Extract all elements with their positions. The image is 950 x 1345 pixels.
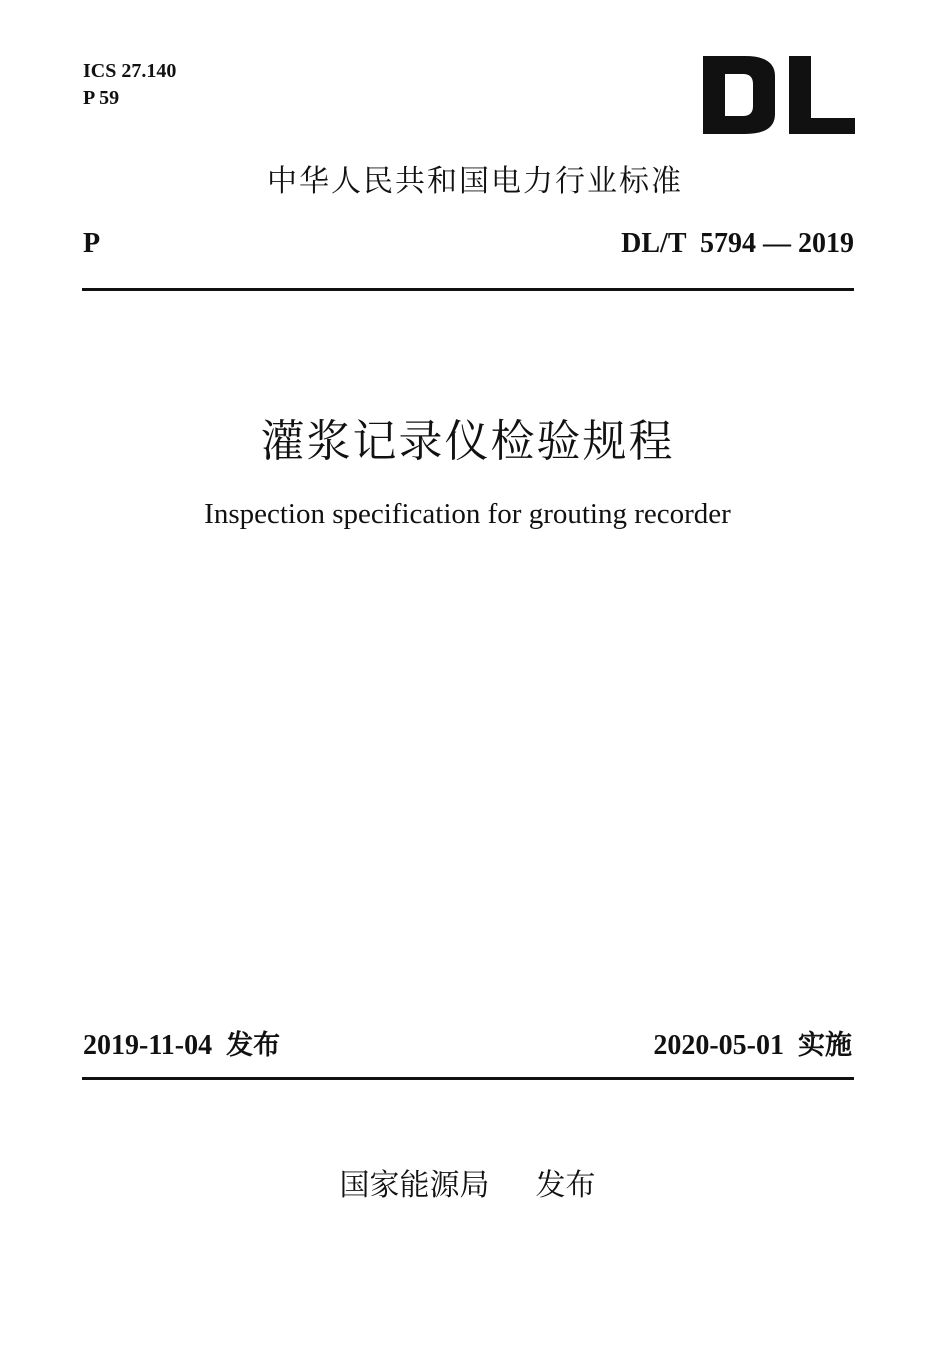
bottom-divider	[82, 1077, 854, 1080]
standard-type: 中华人民共和国电力行业标准	[267, 164, 683, 199]
dl-logo-graphic	[703, 56, 855, 134]
effective-label: 实施	[798, 1030, 852, 1061]
document-title-chinese: 灌浆记录仪检验规程	[260, 416, 675, 467]
logo-letter-l	[789, 56, 855, 134]
issue-date: 2019-11-04	[83, 1030, 213, 1061]
effective-date: 2020-05-01	[653, 1030, 784, 1061]
issue-date-line	[83, 1027, 280, 1065]
standard-number: DL/T 5794 — 2019	[621, 228, 854, 259]
effective-date-line	[653, 1027, 852, 1065]
issuer-action: 发布	[535, 1168, 596, 1203]
ics-code: ICS 27.140	[83, 60, 177, 82]
issuer-name: 国家能源局	[339, 1168, 490, 1203]
issuer-line	[0, 1164, 935, 1208]
logo-letter-d	[703, 56, 775, 134]
ccs-code: P 59	[83, 87, 120, 109]
document-title-english: Inspection specification for grouting recorder	[204, 498, 731, 530]
dl-logo	[703, 56, 855, 134]
classification-codes	[83, 58, 176, 112]
classification-letter: P	[83, 228, 101, 259]
issue-label: 发布	[226, 1030, 281, 1061]
top-divider	[82, 288, 854, 291]
